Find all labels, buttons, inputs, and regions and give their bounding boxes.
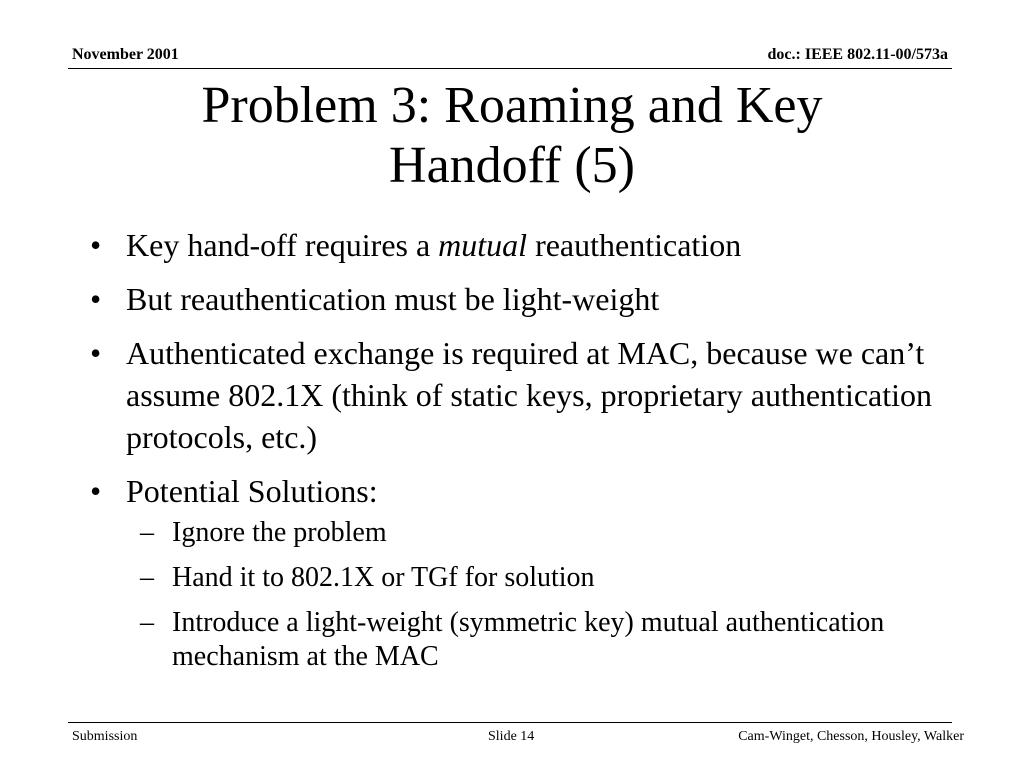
sub-bullet-item: – Ignore the problem — [126, 516, 960, 550]
bullet-item: • Authenticated exchange is required at MAC, because we can’t assume 802.1X (think of static keys, proprietary authentication protocols, etc.) — [80, 332, 960, 458]
footer-submission: Submission — [72, 729, 138, 744]
bullet-item: • But reauthentication must be light-weight — [80, 278, 960, 320]
header-divider — [68, 68, 952, 69]
header-doc-id: doc.: IEEE 802.11-00/573a — [767, 46, 948, 63]
slide-title — [90, 76, 934, 196]
sub-bullet-item: – Introduce a light-weight (symmetric key) mutual authentication mechanism at the MAC — [126, 606, 960, 674]
sub-bullet-item: – Hand it to 802.1X or TGf for solution — [126, 561, 960, 595]
bullet-text-emphasis: mutual — [438, 227, 528, 263]
bullet-text-pre: Key hand-off requires a — [126, 227, 439, 263]
footer-authors: Cam-Winget, Chesson, Housley, Walker — [738, 729, 964, 744]
bullet-text-post: reauthentication — [527, 227, 742, 263]
bullet-item — [80, 470, 960, 674]
slide-title-line-1: Problem 3: Roaming and Key — [201, 77, 823, 134]
footer-slide-number: Slide 14 — [488, 729, 535, 744]
footer-divider — [68, 722, 952, 723]
header-date: November 2001 — [72, 46, 179, 63]
sub-bullet-list — [126, 516, 960, 674]
slide-title-line-2: Handoff (5) — [389, 137, 635, 194]
bullet-list — [80, 224, 960, 686]
bullet-item — [80, 224, 960, 266]
bullet-text: Potential Solutions: — [126, 473, 378, 509]
